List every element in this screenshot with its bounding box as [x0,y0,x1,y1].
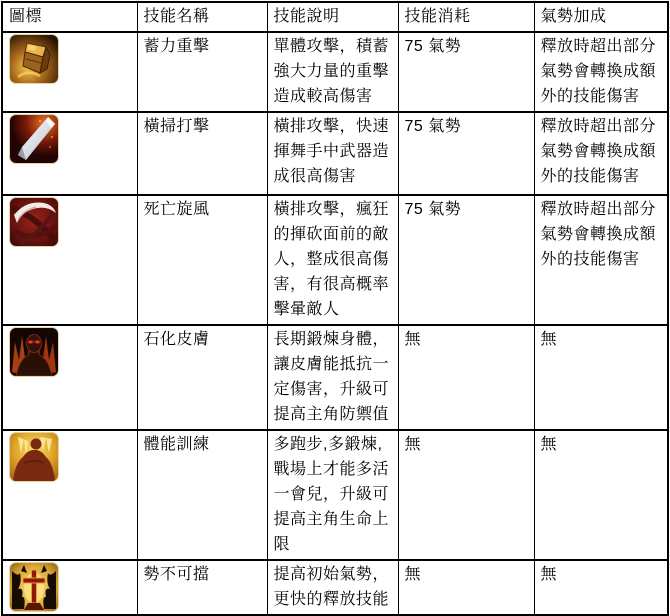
skill-name: 石化皮膚 [137,325,267,430]
column-header-skill-description: 技能說明 [267,2,398,32]
skill-name: 體能訓練 [137,430,267,560]
skill-name: 勢不可擋 [137,560,267,615]
table-row [2,32,668,112]
skill-name: 蓄力重擊 [137,32,267,112]
skill-description: 橫排攻擊，快速揮舞手中武器造成很高傷害 [267,112,398,195]
skill-bonus: 釋放時超出部分氣勢會轉換成額外的技能傷害 [534,195,668,325]
skill-description: 橫排攻擊，瘋狂的揮砍面前的敵人，整成很高傷害，有很高概率擊暈敵人 [267,195,398,325]
skill-bonus: 釋放時超出部分氣勢會轉換成額外的技能傷害 [534,32,668,112]
column-header-momentum-bonus: 氣勢加成 [534,2,668,32]
skill-bonus: 無 [534,430,668,560]
skill-cost: 75 氣勢 [398,32,534,112]
charged-heavy-strike-icon [9,34,59,84]
skill-cost: 無 [398,325,534,430]
skill-cost: 75 氣勢 [398,195,534,325]
skill-description: 長期鍛煉身體，讓皮膚能抵抗一定傷害，升級可提高主角防禦值 [267,325,398,430]
skill-cost: 75 氣勢 [398,112,534,195]
table-row [2,325,668,430]
skill-cost: 無 [398,560,534,615]
sweeping-strike-icon [9,114,59,164]
unstoppable-icon [9,562,59,612]
skill-cost: 無 [398,430,534,560]
table-row [2,430,668,560]
table-row [2,112,668,195]
skills-table [1,1,669,616]
physical-training-icon [9,432,59,482]
skill-name: 橫掃打擊 [137,112,267,195]
skill-name: 死亡旋風 [137,195,267,325]
skill-bonus: 無 [534,325,668,430]
column-header-icon: 圖標 [2,2,137,32]
column-header-skill-name: 技能名稱 [137,2,267,32]
death-whirlwind-icon [9,197,59,247]
column-header-skill-cost: 技能消耗 [398,2,534,32]
skill-bonus: 釋放時超出部分氣勢會轉換成額外的技能傷害 [534,112,668,195]
skill-bonus: 無 [534,560,668,615]
skill-description: 多跑步,多鍛煉,戰場上才能多活一會兒，升級可提高主角生命上限 [267,430,398,560]
table-row [2,195,668,325]
skill-description: 提高初始氣勢，更快的釋放技能 [267,560,398,615]
table-row [2,560,668,615]
header-row [2,2,668,32]
skill-description: 單體攻擊，積蓄強大力量的重擊造成較高傷害 [267,32,398,112]
petrified-skin-icon [9,327,59,377]
